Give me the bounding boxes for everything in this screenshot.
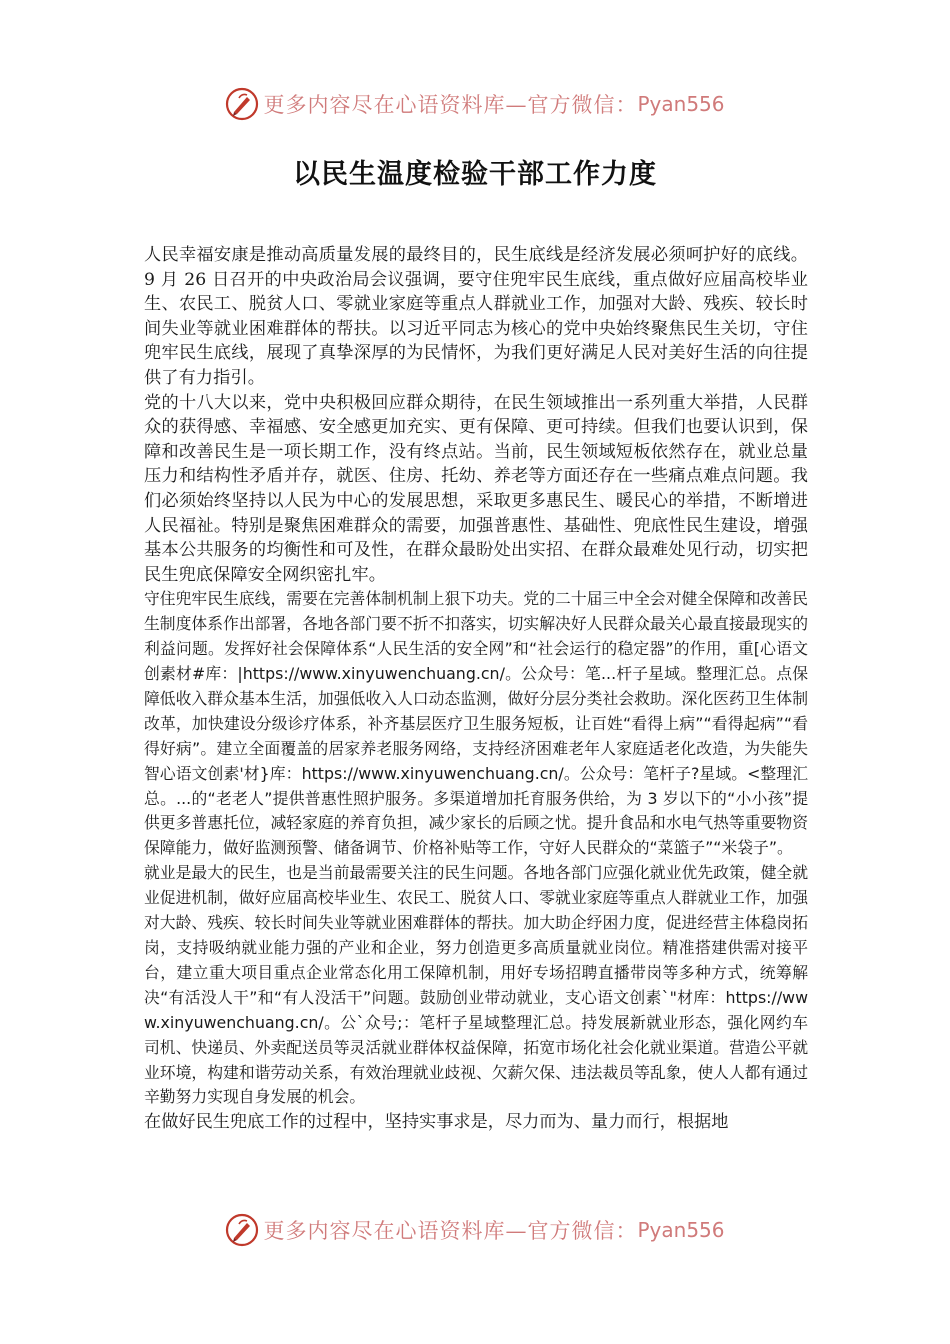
- article-title: 以民生温度检验干部工作力度: [293, 159, 657, 190]
- footer-banner-wechat: Pyan556: [637, 1218, 725, 1242]
- footer-banner-text: 更多内容尽在心语资料库—官方微信：: [263, 1219, 638, 1243]
- paragraph-1: 人民幸福安康是推动高质量发展的最终目的，民生底线是经济发展必须呵护好的底线。9 月 26 日召开的中央政治局会议强调，要守住兜牢民生底线，重点做好应届高校毕业生、农民工、脱贫人口、零就业家庭等重点人群就业工作，加强对大龄、残疾、较长时间失业等就业困难群体的帮扶。以习近平同志为核心的党中央始终聚焦民生关切，守住兜牢民生底线，展现了真挚深厚的为民情怀，为我们更好满足人民对美好生活的向往提供了有力指引。: [144, 245, 808, 388]
- paragraph-4: 就业是最大的民生，也是当前最需要关注的民生问题。各地各部门应强化就业优先政策，健全就业促进机制，做好应届高校毕业生、农民工、脱贫人口、零就业家庭等重点人群就业工作，加强对大龄、残疾、较长时间失业等就业困难群体的帮扶。加大助企纾困力度，促进经营主体稳岗拓岗，支持吸纳就业能力强的产业和企业，努力创造更多高质量就业岗位。精准搭建供需对接平台，建立重大项目重点企业常态化用工保障机制，用好专场招聘直播带岗等多种方式，统筹解决“有活没人干”和“有人没活干”问题。鼓励创业带动就业，支心语文创素`"材库：https://www.xinyuwenchuang.cn/。公`众号;：笔杆子星域整理汇总。持发展新就业形态，强化网约车司机、快递员、外卖配送员等灵活就业群体权益保障，拓宽市场化社会化就业渠道。营造公平就业环境，构建和谐劳动关系，有效治理就业歧视、欠薪欠保、违法裁员等乱象，使人人都有通过辛勤努力实现自身发展的机会。: [144, 863, 808, 1107]
- header-banner-text: 更多内容尽在心语资料库—官方微信：: [263, 93, 638, 117]
- article-body: [144, 243, 808, 1135]
- header-banner-wechat: Pyan556: [637, 92, 725, 116]
- pen-logo-icon: [225, 1213, 259, 1247]
- pen-logo-icon: [225, 87, 259, 121]
- paragraph-5: 在做好民生兜底工作的过程中，坚持实事求是，尽力而为、量力而行，根据地: [144, 1112, 729, 1133]
- header-banner: [0, 84, 950, 124]
- footer-banner: [0, 1210, 950, 1250]
- paragraph-2: 党的十八大以来，党中央积极回应群众期待，在民生领域推出一系列重大举措，人民群众的获得感、幸福感、安全感更加充实、更有保障、更可持续。但我们也要认识到，保障和改善民生是一项长期工作，没有终点站。当前，民生领域短板依然存在，就业总量压力和结构性矛盾并存，就医、住房、托幼、养老等方面还存在一些痛点难点问题。我们必须始终坚持以人民为中心的发展思想，采取更多惠民生、暖民心的举措，不断增进人民福祉。特别是聚焦困难群众的需要，加强普惠性、基础性、兜底性民生建设，增强基本公共服务的均衡性和可及性，在群众最盼处出实招、在群众最难处见行动，切实把民生兜底保障安全网织密扎牢。: [144, 392, 808, 585]
- paragraph-3: 守住兜牢民生底线，需要在完善体制机制上狠下功夫。党的二十届三中全会对健全保障和改善民生制度体系作出部署，各地各部门要不折不扣落实，切实解决好人民群众最关心最直接最现实的利益问题。发挥好社会保障体系“人民生活的安全网”和“社会运行的稳定器”的作用，重[心语文创素材#库：|https://www.xinyuwenchuang.cn/。公众号：笔...杆子星域。整理汇总。点保障低收入群众基本生活，加强低收入人口动态监测，做好分层分类社会救助。深化医药卫生体制改革，加快建设分级诊疗体系，补齐基层医疗卫生服务短板，让百姓“看得上病”“看得起病”“看得好病”。建立全面覆盖的居家养老服务网络，支持经济困难老年人家庭适老化改造，为失能失智心语文创素'材}库：https://www.xinyuwenchuang.cn/。公众号：笔杆子?星域。<整理汇总。...的“老老人”提供普惠性照护服务。多渠道增加托育服务供给，为 3 岁以下的“小小孩”提供更多普惠托位，减轻家庭的养育负担，减少家长的后顾之忧。提升食品和水电气热等重要物资保障能力，做好监测预警、储备调节、价格补贴等工作，守好人民群众的“菜篮子”“米袋子”。: [144, 589, 808, 858]
